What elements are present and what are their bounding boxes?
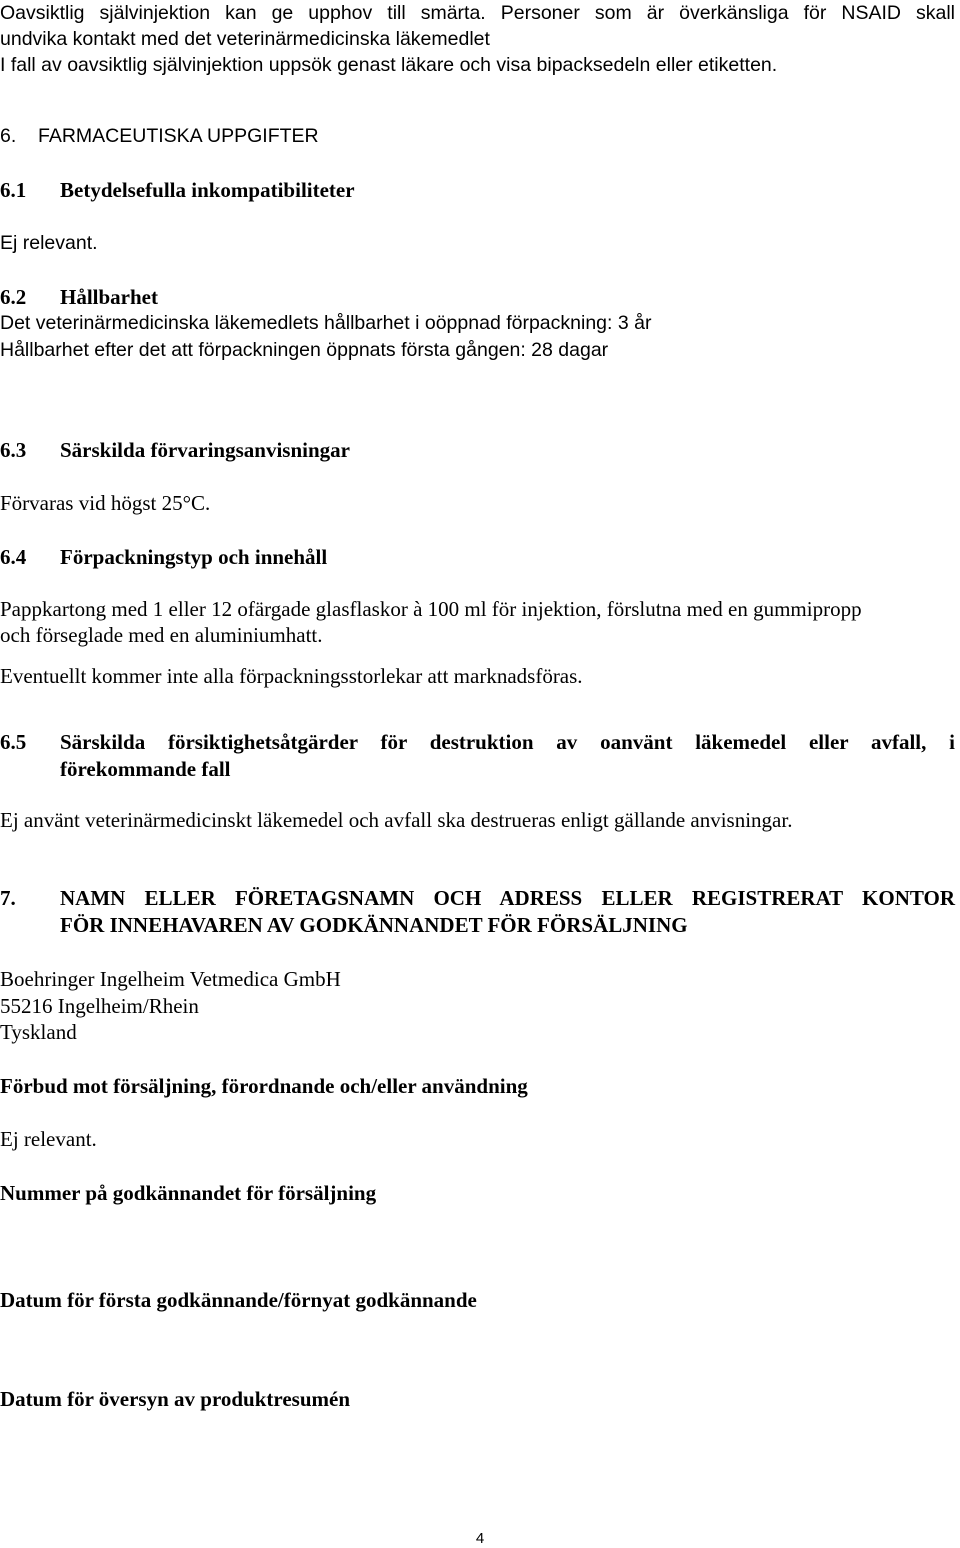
first-authorisation-heading: Datum för första godkännande/förnyat godkännande [0,1288,477,1312]
section-title: FARMACEUTISKA UPPGIFTER [38,125,319,147]
section-title: Betydelsefulla inkompatibiliteter [60,178,355,202]
section-number: 6. [0,125,17,147]
section-number: 6.5 [0,730,27,754]
section-title: Särskilda försiktighetsåtgärder för destruktion av oanvänt läkemedel eller avfall, i [60,730,955,754]
section-6-heading [0,123,319,150]
section-number: 6.4 [0,545,27,569]
company-name: Boehringer Ingelheim Vetmedica GmbH [0,967,341,991]
section-6-4-line-1: Pappkartong med 1 eller 12 ofärgade glasflaskor à 100 ml för injektion, förslutna med en gummipropp [0,597,862,621]
authorisation-number-heading: Nummer på godkännandet för försäljning [0,1181,377,1205]
section-7-heading [0,885,955,912]
section-title: NAMN ELLER FÖRETAGSNAMN OCH ADRESS ELLER REGISTRERAT KONTOR [60,886,955,910]
revision-date-heading: Datum för översyn av produktresumén [0,1387,351,1411]
section-number: 7. [0,886,16,910]
section-6-2-line-1: Det veterinärmedicinska läkemedlets hållbarhet i oöppnad förpackning: 3 år [0,312,652,334]
section-6-5-heading-cont: förekommande fall [60,757,231,781]
intro-line-3: I fall av oavsiktlig självinjektion uppsök genast läkare och visa bipacksedeln eller etiketten. [0,54,778,76]
section-6-1-heading [0,177,355,204]
section-6-4-line-3: Eventuellt kommer inte alla förpackningsstorlekar att marknadsföras. [0,664,583,688]
page-number: 4 [475,1530,485,1547]
section-6-5-heading [0,729,955,756]
intro-line-1: Oavsiktlig självinjektion kan ge upphov till smärta. Personer som är överkänsliga för NSAID skall [0,2,955,24]
section-6-4-line-2: och förseglade med en aluminiumhatt. [0,623,323,647]
section-title: Förpackningstyp och innehåll [60,545,328,569]
prohibition-body: Ej relevant. [0,1127,97,1151]
section-6-2-line-2: Hållbarhet efter det att förpackningen öppnats första gången: 28 dagar [0,339,609,361]
prohibition-heading: Förbud mot försäljning, förordnande och/eller användning [0,1074,528,1098]
section-6-2-heading [0,284,158,311]
section-number: 6.2 [0,285,27,309]
section-6-5-body: Ej använt veterinärmedicinskt läkemedel och avfall ska destrueras enligt gällande anvisningar. [0,808,793,832]
company-address: 55216 Ingelheim/Rhein [0,994,199,1018]
section-7-heading-cont: FÖR INNEHAVAREN AV GODKÄNNANDET FÖR FÖRSÄLJNING [60,913,688,937]
section-6-3-body: Förvaras vid högst 25°C. [0,491,211,515]
section-6-1-body: Ej relevant. [0,232,98,254]
section-title: Särskilda förvaringsanvisningar [60,438,350,462]
section-number: 6.1 [0,178,27,202]
section-title: Hållbarhet [60,285,158,309]
intro-line-2: undvika kontakt med det veterinärmedicinska läkemedlet [0,28,490,50]
section-6-3-heading [0,437,350,464]
company-country: Tyskland [0,1020,77,1044]
section-number: 6.3 [0,438,27,462]
section-6-4-heading [0,544,327,571]
